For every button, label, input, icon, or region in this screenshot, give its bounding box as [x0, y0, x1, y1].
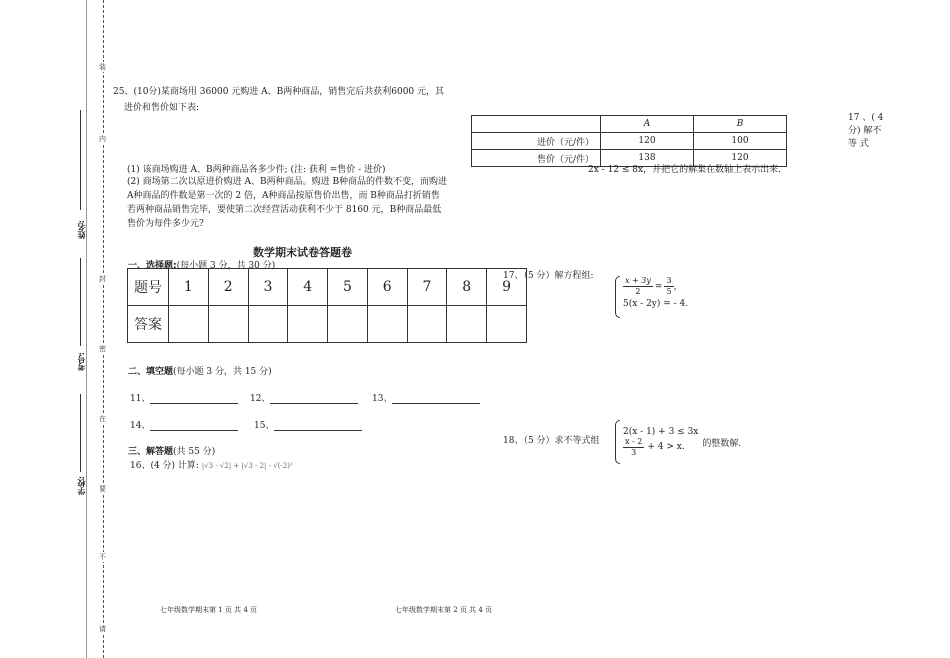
question-number: 6 — [367, 269, 407, 306]
answer-cell[interactable] — [169, 306, 209, 343]
section2-note: (每小题 3 分，共 15 分) — [173, 367, 272, 377]
seal-char: 在 — [99, 415, 106, 423]
table-cell: 138 — [601, 150, 694, 167]
inequality-overlap-text: 2x - 12 ≤ 8x，并把它的解集在数轴上表示出来. — [588, 165, 781, 175]
exam-number-label: 考号: — [77, 352, 86, 372]
question-number: 4 — [288, 269, 328, 306]
answer-cell[interactable] — [328, 306, 368, 343]
blank-label: 12、 — [250, 394, 271, 404]
question-number: 7 — [407, 269, 447, 306]
table-row — [472, 133, 787, 150]
section1-note: (每小题 3 分，共 30 分) — [176, 261, 276, 271]
seal-char: 封 — [99, 275, 106, 283]
blank-line[interactable] — [270, 394, 358, 404]
table-cell: A — [601, 116, 694, 133]
question-number: 9 — [487, 269, 527, 306]
q25-part2-line3: 若两种商品销售完毕，要使第二次经营活动获利不少于 8160 元，B种商品最低 — [127, 205, 442, 215]
section3-note: (共 55 分) — [173, 447, 216, 457]
seal-char: 装 — [99, 63, 106, 71]
table-cell: 售价（元/件） — [472, 150, 601, 167]
q18-system — [615, 420, 741, 464]
answer-grid — [127, 268, 527, 343]
section3-title: 三、解答题 — [128, 447, 174, 457]
table-cell: 进价（元/件） — [472, 133, 601, 150]
q16-label: 16、(4 分) 计算: — [130, 461, 199, 471]
answer-cell[interactable] — [447, 306, 487, 343]
q17-eq2: 5(x - 2y) = - 4. — [623, 299, 689, 309]
q16 — [130, 458, 293, 471]
section3-heading — [128, 444, 215, 457]
brace-icon — [615, 420, 620, 464]
blank-11[interactable] — [130, 391, 238, 404]
footer-page-2: 七年级数学期末第 2 页 共 4 页 — [395, 606, 493, 614]
table-cell: B — [694, 116, 787, 133]
name-field[interactable] — [80, 110, 81, 210]
q17-fragment-line3: 等 式 — [848, 139, 869, 149]
seal-char: 请 — [99, 625, 106, 633]
answer-cell[interactable] — [367, 306, 407, 343]
blank-label: 14、 — [130, 421, 151, 431]
name-label: 姓名: — [77, 220, 86, 240]
blank-line[interactable] — [150, 421, 238, 431]
seal-char: 要 — [99, 485, 106, 493]
question-number: 3 — [248, 269, 288, 306]
q17-label: 17、（5 分）解方程组: — [503, 271, 594, 281]
question-number: 8 — [447, 269, 487, 306]
fraction: $\frac{3}{5}$ — [666, 276, 672, 296]
fraction: $\frac{x - 2}{3}$ — [625, 436, 643, 457]
exam-number-field[interactable] — [80, 258, 81, 346]
q17-fragment-line2: 分) 解不 — [848, 126, 882, 136]
binding-line-inner — [86, 0, 87, 658]
blank-14[interactable] — [130, 418, 238, 431]
blank-13[interactable] — [372, 391, 480, 404]
q18-eq1: 2(x - 1) + 3 ≤ 3x — [623, 426, 699, 437]
blank-15[interactable] — [254, 418, 362, 431]
answer-cell[interactable] — [208, 306, 248, 343]
q25-line2: 进价和售价如下表: — [124, 103, 200, 113]
question-number: 1 — [169, 269, 209, 306]
question-number: 2 — [208, 269, 248, 306]
q18-tail: 的整数解. — [702, 438, 742, 449]
school-field[interactable] — [80, 394, 81, 472]
q18-eq2-rhs: + 4 > x. — [647, 442, 685, 452]
q25-line1: 25、(10分)某商场用 36000 元购进 A、B两种商品，销售完后共获利6000 元，其 — [113, 87, 445, 97]
blank-label: 11、 — [130, 394, 151, 404]
answer-cell[interactable] — [288, 306, 328, 343]
question-number: 5 — [328, 269, 368, 306]
blank-label: 13、 — [372, 394, 393, 404]
answer-cell[interactable] — [487, 306, 527, 343]
blank-line[interactable] — [392, 394, 480, 404]
answer-cell[interactable] — [407, 306, 447, 343]
table-row — [472, 116, 787, 133]
table-cell: 120 — [601, 133, 694, 150]
q17-fragment-line1: 17 、( 4 — [848, 113, 884, 123]
seal-char: 不 — [99, 553, 106, 561]
price-table — [471, 115, 787, 167]
blank-line[interactable] — [274, 421, 362, 431]
section2-title: 二、填空题 — [128, 367, 174, 377]
table-row — [128, 269, 527, 306]
answer-cell[interactable] — [248, 306, 288, 343]
row-header-number: 题号 — [128, 269, 169, 306]
brace-icon — [615, 276, 620, 318]
q17 — [503, 268, 594, 281]
section2-heading — [128, 364, 272, 377]
q25-part1: (1) 该商场购进 A、B两种商品各多少件; (注: 获利 =售价 - 进价) — [127, 165, 386, 175]
answer-sheet-title: 数学期末试卷答题卷 — [253, 246, 352, 259]
q16-expression: |√3 - √2| + |√3 - 2| - √(-2)² — [201, 462, 293, 470]
blank-line[interactable] — [150, 394, 238, 404]
row-header-answer: 答案 — [128, 306, 169, 343]
seal-char: 密 — [99, 345, 106, 353]
section1-title: 一、选择题: — [128, 261, 177, 271]
q17-system: $\frac{x + 3y}{2}$ = $\frac{3}{5}$ , 5(x - 2y) = - 4. — [615, 276, 688, 318]
table-cell: 120 — [694, 150, 787, 167]
q25-part2-line2: A种商品的件数是第一次的 2 倍，A种商品按原售价出售，而 B种商品打折销售 — [127, 191, 440, 201]
blank-label: 15、 — [254, 421, 275, 431]
q18-label: 18、（5 分）求不等式组 — [503, 436, 600, 446]
table-cell — [472, 116, 601, 133]
fraction: $\frac{x + 3y}{2}$ — [625, 276, 651, 296]
school-label: 学校: — [77, 476, 86, 496]
seal-char: 内 — [99, 135, 106, 143]
q25-part2-line1: (2) 商场第二次以原进价购进 A、B两种商品。购进 B种商品的件数不变，而购进 — [127, 177, 448, 187]
q18 — [503, 433, 600, 446]
table-cell: 100 — [694, 133, 787, 150]
table-row — [128, 306, 527, 343]
footer-page-1: 七年级数学期末第 1 页 共 4 页 — [160, 606, 258, 614]
answer-grid-wrapper — [127, 268, 512, 338]
blank-12[interactable] — [250, 391, 358, 404]
q25-part2-line4: 售价为每件多少元? — [127, 219, 204, 229]
